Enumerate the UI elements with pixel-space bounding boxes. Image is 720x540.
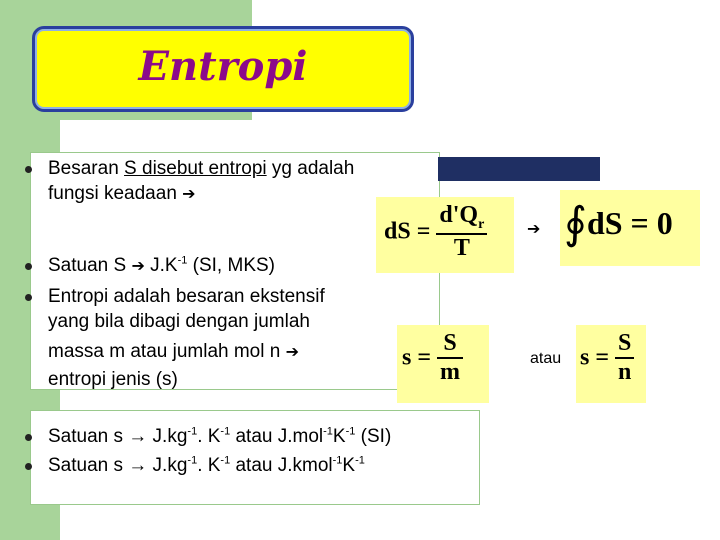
text: fungsi keadaan xyxy=(48,183,177,204)
bullet-1-line-2 xyxy=(48,182,196,206)
formula-denominator: m xyxy=(440,359,461,385)
text: J.K xyxy=(144,255,178,276)
text: Satuan s xyxy=(48,455,123,476)
thin-right-arrow-icon: → xyxy=(128,455,148,476)
text: K xyxy=(332,426,346,447)
bullet-3-line-3 xyxy=(48,340,299,364)
text: . K xyxy=(197,426,221,447)
bullet-3-line-2: yang bila dibagi dengan jumlah xyxy=(48,311,310,332)
text: massa m atau jumlah mol n xyxy=(48,341,281,362)
text: atau J.kmol xyxy=(230,455,333,476)
text: K xyxy=(342,455,356,476)
text: Satuan s xyxy=(48,426,123,447)
text: (SI, MKS) xyxy=(187,255,275,276)
contour-integral-icon: ∮ xyxy=(564,198,587,249)
text: atau J.mol xyxy=(230,426,324,447)
formula-numerator: S xyxy=(437,330,463,359)
superscript: -1 xyxy=(187,454,198,467)
superscript: -1 xyxy=(345,425,356,438)
bold-right-arrow-icon: ➔ xyxy=(285,344,300,361)
bullet-4 xyxy=(48,425,391,448)
formula-specific-entropy-mass xyxy=(402,330,463,386)
formula-fraction xyxy=(436,202,487,262)
formula-rhs: dS = 0 xyxy=(586,205,673,241)
bullet-icon xyxy=(25,263,32,270)
term-link: S disebut entropi xyxy=(124,158,267,179)
bullet-5 xyxy=(48,454,365,477)
bullet-icon xyxy=(25,434,32,441)
formula-denominator: n xyxy=(618,359,632,385)
superscript: -1 xyxy=(177,254,188,267)
text: J.kg xyxy=(147,455,188,476)
text: Satuan S xyxy=(48,255,127,276)
atau-label: atau xyxy=(530,350,562,367)
bold-right-arrow-icon: ➔ xyxy=(131,258,145,275)
bullet-3-line-4: entropi jenis (s) xyxy=(48,369,178,390)
bullet-1-line-1 xyxy=(48,157,354,180)
subscript: r xyxy=(478,216,485,232)
text: (SI) xyxy=(355,426,392,447)
formula-entropy-definition xyxy=(384,202,487,262)
bullet-icon xyxy=(25,294,32,301)
superscript: -1 xyxy=(355,454,365,467)
bullet-2 xyxy=(48,254,275,278)
formula-lhs: dS = xyxy=(384,218,431,245)
bold-right-arrow-icon: ➔ xyxy=(527,221,541,238)
bullet-3-line-1: Entropi adalah besaran ekstensif xyxy=(48,286,325,307)
superscript: -1 xyxy=(220,454,231,467)
bullet-icon xyxy=(25,166,32,173)
formula-cyclic-integral xyxy=(564,198,673,249)
formula-lhs: s = xyxy=(402,344,432,371)
bullet-icon xyxy=(25,463,32,470)
text: . K xyxy=(197,455,221,476)
navy-bar xyxy=(438,157,600,181)
superscript: -1 xyxy=(332,454,343,467)
title-box xyxy=(32,26,414,112)
formula-fraction xyxy=(437,330,463,386)
formula-lhs: s = xyxy=(580,344,610,371)
formula-fraction xyxy=(615,330,634,386)
numerator-text: d'Q xyxy=(439,202,479,228)
superscript: -1 xyxy=(187,425,198,438)
formula-numerator xyxy=(436,202,487,235)
superscript: -1 xyxy=(323,425,333,438)
text: yg adalah xyxy=(266,158,355,179)
thin-right-arrow-icon: → xyxy=(128,426,148,447)
bold-right-arrow-icon: ➔ xyxy=(182,186,196,203)
formula-numerator: S xyxy=(615,330,634,359)
superscript: -1 xyxy=(220,425,231,438)
text: J.kg xyxy=(147,426,188,447)
formula-specific-entropy-mol xyxy=(580,330,634,386)
formula-denominator: T xyxy=(453,234,470,261)
page-title: Entropi xyxy=(138,43,308,90)
text: Besaran xyxy=(48,158,125,179)
